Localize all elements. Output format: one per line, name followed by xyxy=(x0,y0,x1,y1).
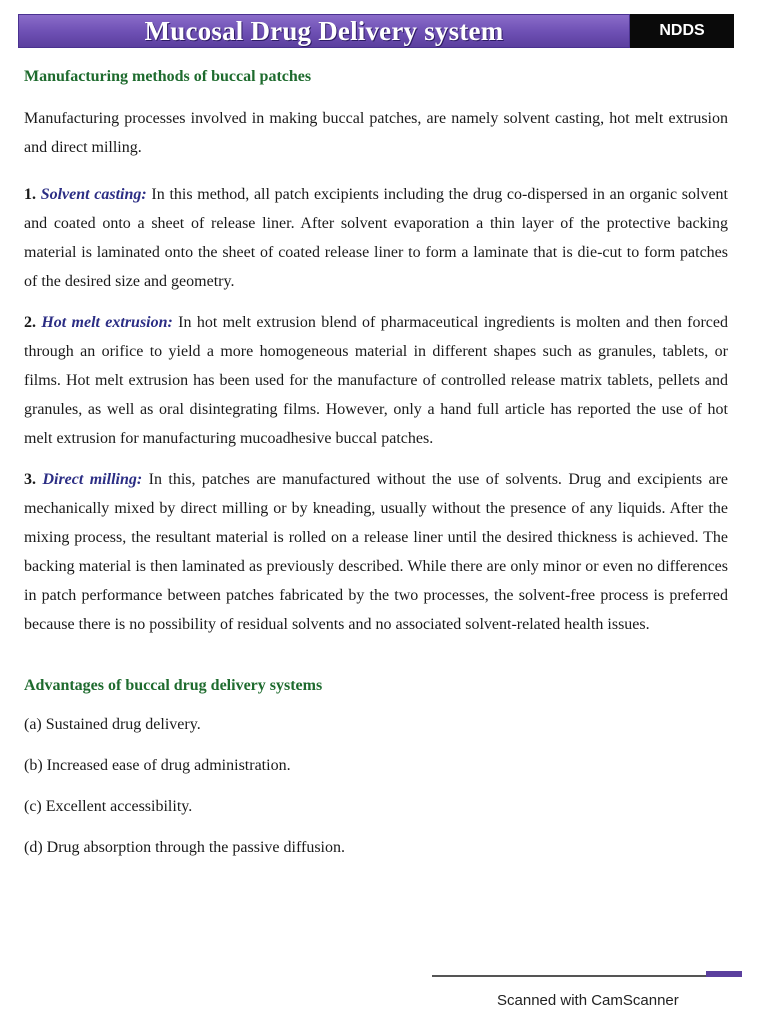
method-text: In this method, all patch excipients including the drug co-dispersed in an organic solvent and coated onto a sheet of release liner. After solvent evaporation a thin layer of the protective backing material is laminated onto the sheet of coated release liner to form a laminate that is die-cut to form patches of the desired size and geometry. xyxy=(24,186,728,290)
method-term: Direct milling: xyxy=(42,471,143,488)
subject-tag-label: NDDS xyxy=(659,22,705,39)
footer-accent xyxy=(706,971,742,977)
intro-paragraph: Manufacturing processes involved in making buccal patches, are namely solvent casting, hot melt extrusion and direct milling. xyxy=(24,110,728,156)
method-number: 2. xyxy=(24,314,36,331)
method-solvent-casting xyxy=(24,180,728,296)
footer-rule xyxy=(432,975,742,977)
advantage-item: (a) Sustained drug delivery. xyxy=(24,716,201,733)
advantage-item: (d) Drug absorption through the passive diffusion. xyxy=(24,839,345,856)
advantages-list xyxy=(24,715,728,858)
subject-tag xyxy=(630,14,734,48)
method-term: Solvent casting: xyxy=(40,186,147,203)
method-text: In hot melt extrusion blend of pharmaceutical ingredients is molten and then forced through an orifice to yield a more homogeneous material in different shapes such as granules, tablets, or films. Hot melt extrusion has been used for the manufacture of controlled release matrix tablets, pellets and granules, as well as oral disintegrating films. However, only a hand full article has reported the use of hot melt extrusion for manufacturing mucoadhesive buccal patches. xyxy=(24,314,729,447)
method-text: In this, patches are manufactured without the use of solvents. Drug and excipients are mechanically mixed by direct milling or by kneading, usually without the presence of any liquids. After the mixing process, the resultant material is rolled on a release liner until the desired thickness is achieved. The backing material is then laminated as previously described. While there are only minor or even no differences in patch performance between patches fabricated by the two processes, the solvent-free process is preferred because there is no possibility of residual solvents and no associated solvent-related health issues. xyxy=(24,471,729,633)
title-bar xyxy=(18,14,630,48)
advantage-item: (b) Increased ease of drug administration. xyxy=(24,757,291,774)
page-title: Mucosal Drug Delivery system xyxy=(144,15,504,46)
method-direct-milling xyxy=(24,465,728,639)
method-number: 1. xyxy=(24,186,36,203)
scanner-watermark: Scanned with CamScanner xyxy=(497,992,679,1009)
advantage-item: (c) Excellent accessibility. xyxy=(24,798,193,815)
section-heading-manufacturing: Manufacturing methods of buccal patches xyxy=(24,68,312,85)
section-heading-advantages: Advantages of buccal drug delivery systems xyxy=(24,677,323,694)
header-banner xyxy=(18,14,734,48)
method-number: 3. xyxy=(24,471,36,488)
method-hot-melt-extrusion xyxy=(24,308,728,453)
method-term: Hot melt extrusion: xyxy=(41,314,173,331)
page-content xyxy=(24,64,728,879)
